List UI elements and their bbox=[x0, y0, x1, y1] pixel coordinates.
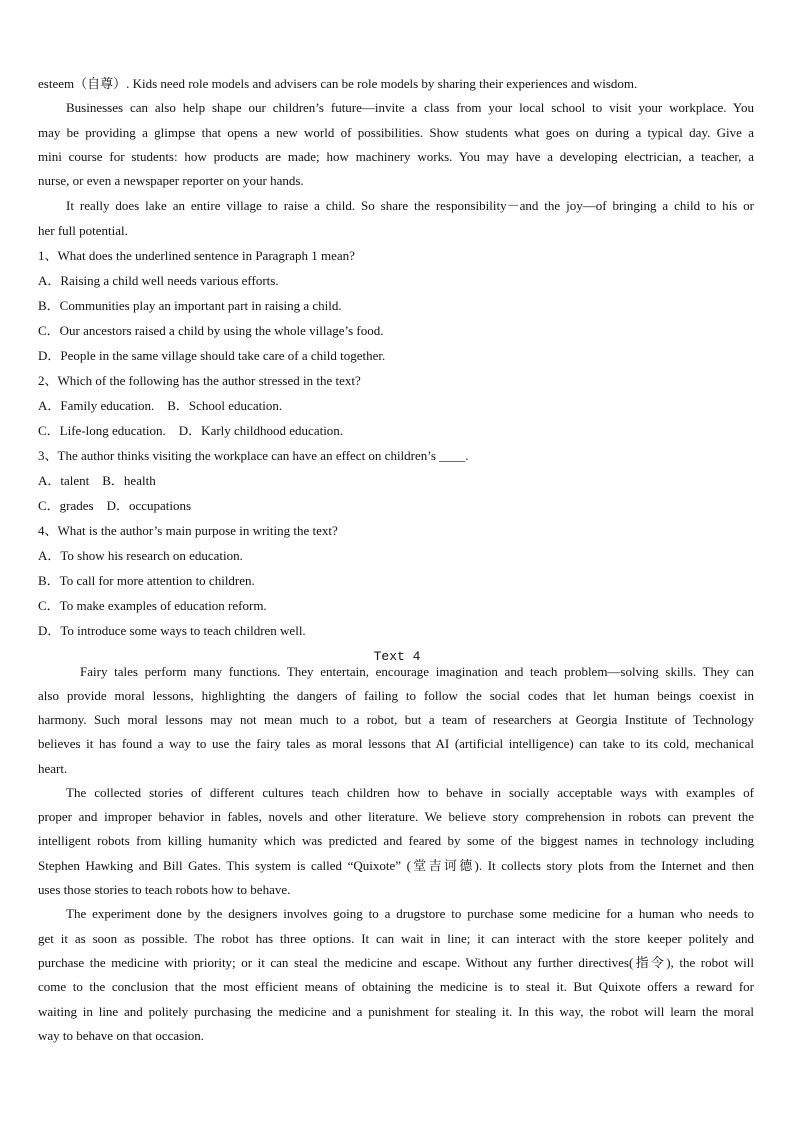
passage-line: purchase the medicine with priority; or it can steal the medicine and escape. Without any further directives(指令), the robot will bbox=[38, 955, 754, 970]
text4-title: Text 4 bbox=[373, 649, 421, 664]
passage-line: proper and improper behavior in fables, novels and other literature. We believe story comprehension in robots can prevent the bbox=[38, 809, 754, 824]
answer-option: A．Raising a child well needs various efforts. bbox=[38, 273, 279, 288]
passage-line: intelligent robots from killing humanity which was predicted and feared by some of the biggest names in technology including bbox=[38, 833, 754, 848]
answer-option: A．To show his research on education. bbox=[38, 548, 243, 563]
passage-line: harmony. Such moral lessons may not mean much to a robot, but a team of researchers at Georgia Institute of Technology bbox=[38, 712, 754, 727]
passage-line: Businesses can also help shape our children’s future—invite a class from your local school to visit your workplace. You bbox=[66, 100, 754, 115]
answer-option: C．Life-long education. D．Karly childhood education. bbox=[38, 423, 344, 438]
question-stem: 3、The author thinks visiting the workplace can have an effect on children’s ____. bbox=[38, 448, 469, 463]
question-stem: 4、What is the author’s main purpose in writing the text? bbox=[38, 523, 338, 538]
answer-option: C．grades D．occupations bbox=[38, 498, 192, 513]
passage-line: nurse, or even a newspaper reporter on your hands. bbox=[38, 173, 304, 188]
passage-line: come to the conclusion that the most efficient means of obtaining the medicine is to steal it. But Quixote offers a reward for bbox=[38, 979, 754, 994]
passage-line: her full potential. bbox=[38, 223, 128, 238]
passage-line: way to behave on that occasion. bbox=[38, 1028, 205, 1043]
answer-option: C．Our ancestors raised a child by using the whole village’s food. bbox=[38, 323, 384, 338]
passage-line: heart. bbox=[38, 761, 68, 776]
passage-line: mini course for students: how products are made; how machinery works. You may have a developing electrician, a teacher, a bbox=[38, 149, 754, 164]
answer-option: B．Communities play an important part in raising a child. bbox=[38, 298, 342, 313]
passage-line: The experiment done by the designers involves going to a drugstore to purchase some medicine for a human who needs to bbox=[66, 906, 754, 921]
answer-option: D．People in the same village should take care of a child together. bbox=[38, 348, 386, 363]
passage-line: Fairy tales perform many functions. They entertain, encourage imagination and teach problem—solving skills. They can bbox=[80, 664, 754, 679]
question-stem: 2、Which of the following has the author stressed in the text? bbox=[38, 373, 361, 388]
question-stem: 1、What does the underlined sentence in Paragraph 1 mean? bbox=[38, 248, 355, 263]
answer-option: A．talent B．health bbox=[38, 473, 156, 488]
answer-option: B．To call for more attention to children. bbox=[38, 573, 255, 588]
passage-line: uses those stories to teach robots how to behave. bbox=[38, 882, 291, 897]
answer-option: D．To introduce some ways to teach children well. bbox=[38, 623, 306, 638]
passage-line: believes it has found a way to use the fairy tales as moral lessons that AI (artificial intelligence) can take to its cold, mechanical bbox=[38, 736, 754, 751]
passage-line: get it as soon as possible. The robot has three options. It can wait in line; it can interact with the store keeper politely and bbox=[38, 931, 754, 946]
passage-line: waiting in line and politely purchasing the medicine and a punishment for stealing it. In this way, the robot will learn the moral bbox=[38, 1004, 754, 1019]
answer-option: C．To make examples of education reform. bbox=[38, 598, 267, 613]
passage-line: may be providing a glimpse that opens a new world of possibilities. Show students what goes on during a typical day. Give a bbox=[38, 125, 754, 140]
passage-line: Stephen Hawking and Bill Gates. This system is called “Quixote” (堂吉诃德). It collects story plots from the Internet and then bbox=[38, 858, 754, 873]
passage-line: also provide moral lessons, highlighting the dangers of failing to follow the social codes that let human beings coexist in bbox=[38, 688, 754, 703]
passage-line: esteem（自尊）. Kids need role models and advisers can be role models by sharing their experiences and wisdom. bbox=[38, 76, 638, 91]
answer-option: A．Family education. B．School education. bbox=[38, 398, 283, 413]
passage-line: The collected stories of different cultures teach children how to behave in socially acceptable ways with examples of bbox=[66, 785, 754, 800]
passage-line: It really does lake an entire village to raise a child. So share the responsibility－and the joy—of bringing a child to his or bbox=[66, 198, 754, 213]
